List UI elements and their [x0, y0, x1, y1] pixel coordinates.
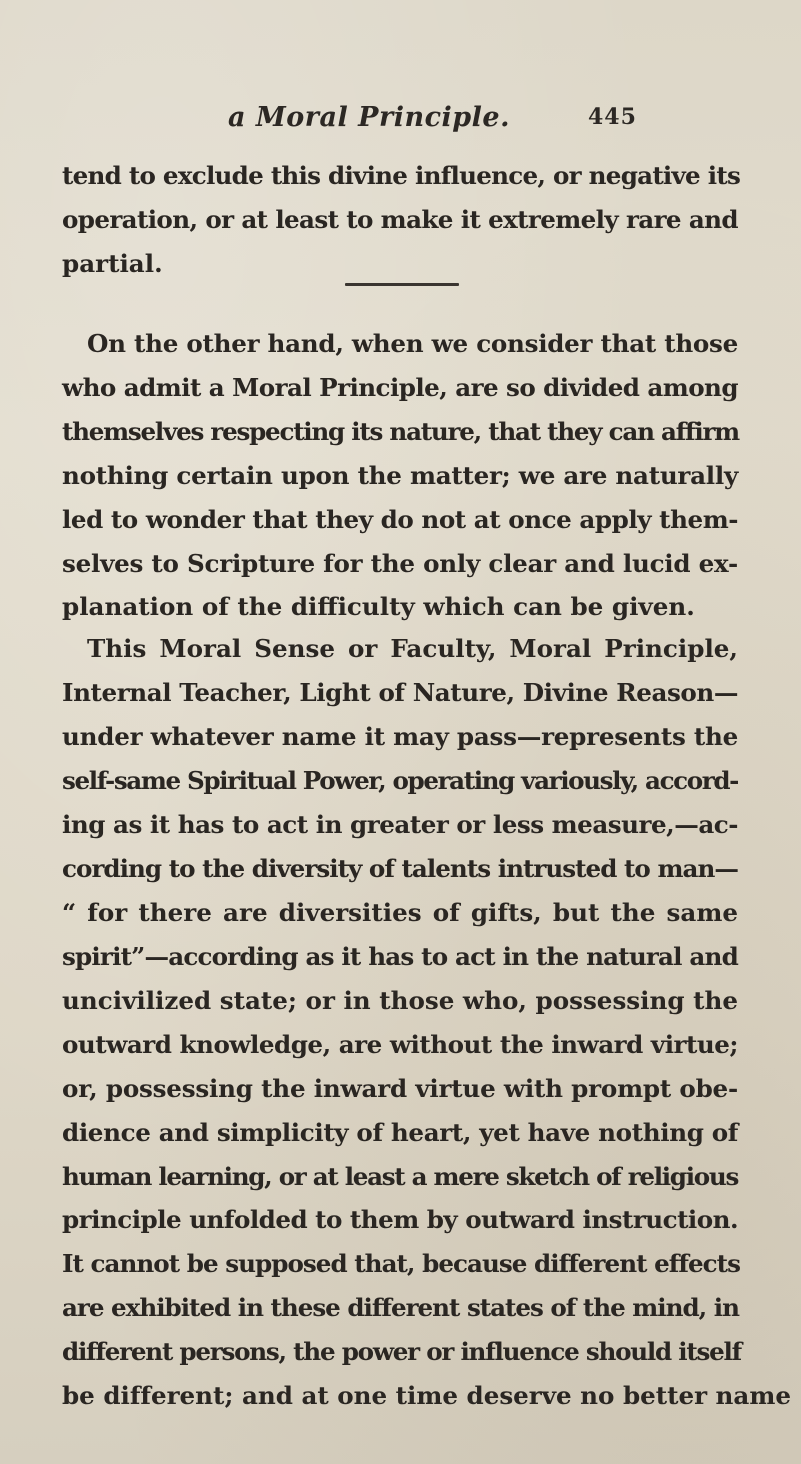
section-divider [345, 283, 459, 286]
text-line: outward knowledge, are without the inward virtue; [62, 1030, 738, 1059]
text-line: operation, or at least to make it extremely rare and [62, 205, 738, 234]
text-line: or, possessing the inward virtue with prompt obe- [62, 1074, 738, 1103]
text-line: Internal Teacher, Light of Nature, Divine Reason— [62, 678, 738, 707]
text-line: tend to exclude this divine influence, or negative its [62, 161, 741, 190]
text-line: cording to the diversity of talents intrusted to man— [62, 854, 738, 883]
text-line: led to wonder that they do not at once apply them- [62, 505, 738, 534]
text-line: partial. [62, 249, 163, 278]
text-line: principle unfolded to them by outward instruction. [62, 1205, 738, 1234]
text-line: under whatever name it may pass—represents the [62, 722, 738, 751]
text-line: spirit”—according as it has to act in the natural and [62, 942, 738, 971]
text-line: This Moral Sense or Faculty, Moral Principle, [87, 634, 738, 663]
text-line: planation of the difficulty which can be given. [62, 592, 695, 621]
text-line: who admit a Moral Principle, are so divided among [62, 373, 738, 402]
text-line: It cannot be supposed that, because different effects [62, 1249, 740, 1278]
text-line: ing as it has to act in greater or less measure,—ac- [62, 810, 738, 839]
text-line: human learning, or at least a mere sketch of religious [62, 1162, 738, 1191]
text-line: nothing certain upon the matter; we are naturally [62, 461, 738, 490]
text-line: different persons, the power or influence should itself [62, 1337, 742, 1366]
text-line: are exhibited in these different states of the mind, in [62, 1293, 739, 1322]
text-line: dience and simplicity of heart, yet have nothing of [62, 1118, 738, 1147]
running-title: a Moral Principle. [228, 102, 510, 133]
page-number: 445 [588, 104, 637, 130]
text-line: be different; and at one time deserve no better name [62, 1381, 791, 1410]
text-line: On the other hand, when we consider that those [87, 329, 738, 358]
text-line: uncivilized state; or in those who, possessing the [62, 986, 738, 1015]
text-line: self-same Spiritual Power, operating variously, accord- [62, 766, 738, 795]
text-line: “ for there are diversities of gifts, but the same [62, 898, 738, 927]
text-line: themselves respecting its nature, that they can affirm [62, 417, 739, 446]
text-line: selves to Scripture for the only clear and lucid ex- [62, 549, 738, 578]
